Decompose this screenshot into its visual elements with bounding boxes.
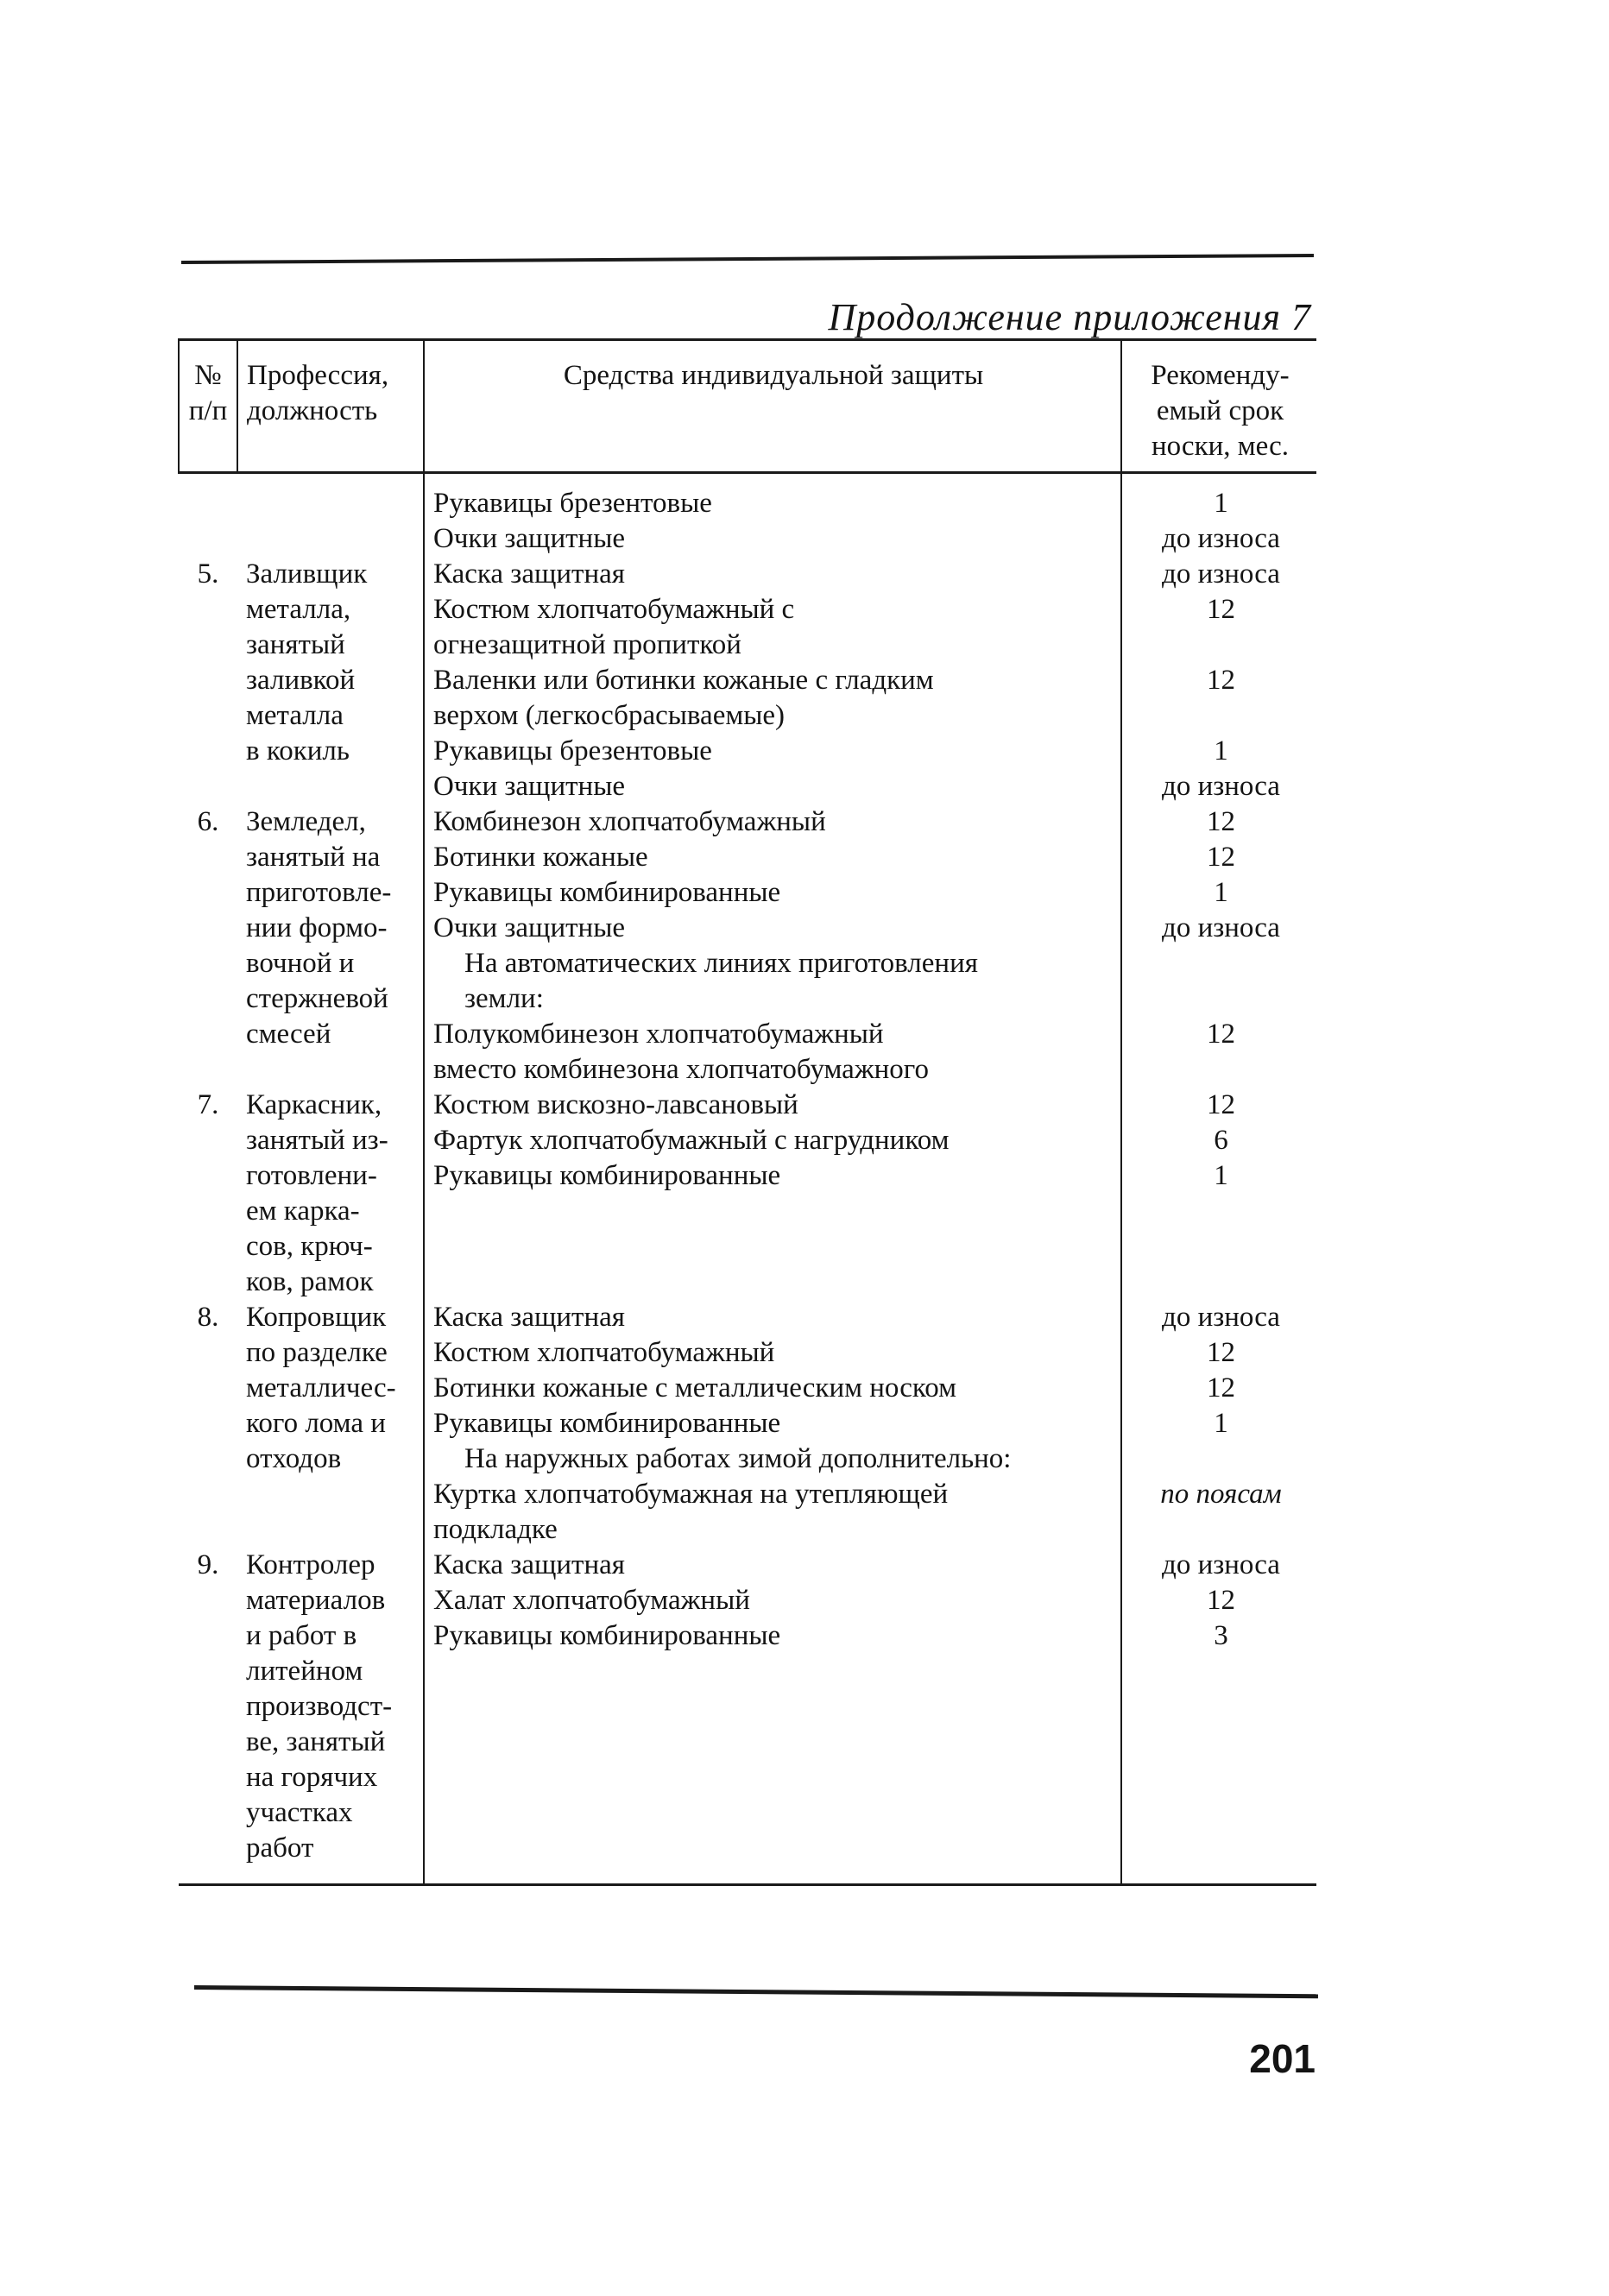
profession-cell-line: нии формо- (246, 912, 388, 943)
profession-cell-line: производст- (246, 1691, 393, 1722)
term-cell-line: 12 (1207, 806, 1235, 837)
term-cell-line: 12 (1207, 1089, 1235, 1120)
term-cell-line: 12 (1207, 1372, 1235, 1403)
profession-cell (237, 1548, 424, 1885)
profession-cell-line: металличес- (246, 1372, 396, 1403)
profession-cell-line: литейном (246, 1656, 363, 1687)
table-row (179, 557, 1316, 804)
ppe-cell-line: Рукавицы комбинированные (433, 1160, 781, 1191)
row-number: 8. (197, 1302, 219, 1333)
ppe-table (178, 338, 1316, 1886)
ppe-cell-line: Валенки или ботинки кожаные с гладким (433, 665, 934, 696)
profession-cell-line: вочной и (246, 948, 355, 979)
page-number: 201 (1249, 2036, 1316, 2081)
ppe-cell-line: Очки защитные (433, 771, 626, 802)
term-cell-line (1131, 981, 1311, 1017)
term-cell-line: 12 (1207, 1337, 1235, 1368)
ppe-cell-line: Рукавицы комбинированные (433, 1408, 781, 1439)
ppe-cell-line: Полукомбинезон хлопчатобумажный (433, 1019, 884, 1050)
profession-cell-line: занятый из- (246, 1125, 388, 1156)
ppe-cell-line: вместо комбинезона хлопчатобумажного (433, 1054, 930, 1085)
row-number: 5. (197, 558, 219, 590)
ppe-cell-line: Костюм вискозно-лавсановый (433, 1089, 798, 1120)
profession-cell-line: ве, занятый (246, 1726, 386, 1757)
term-cell-line: до износа (1162, 771, 1280, 802)
term-cell-line: 1 (1214, 1160, 1228, 1191)
row-number: 9. (179, 1548, 237, 1885)
ppe-cell-line: Фартук хлопчатобумажный с нагрудником (433, 1125, 950, 1156)
ppe-cell-line: Костюм хлопчатобумажный (433, 1337, 775, 1368)
column-header-number: № п/п (179, 340, 237, 473)
term-cell-line: до износа (1162, 1302, 1280, 1333)
term-cell-line: 12 (1207, 1585, 1235, 1616)
table-row (179, 1548, 1316, 1885)
profession-cell-line: Контролер (246, 1549, 375, 1580)
ppe-cell-line: На автоматических линиях приготовления (464, 948, 978, 979)
ppe-cell-line: Костюм хлопчатобумажный с (433, 594, 795, 625)
ppe-cell-line: Очки защитные (433, 523, 626, 554)
term-cell-line: по поясам (1160, 1479, 1282, 1510)
profession-cell-line: кого лома и (246, 1408, 386, 1439)
bottom-rule (194, 1985, 1318, 1998)
profession-cell-line: Копровщик (246, 1302, 387, 1333)
profession-cell-line: Земледел, (246, 806, 366, 837)
ppe-cell-line: Каска защитная (433, 1302, 625, 1333)
table-row (179, 1088, 1316, 1300)
profession-cell-line: заливкой (246, 665, 356, 696)
term-cell-line: 1 (1214, 877, 1228, 908)
profession-cell-line: занятый на (246, 842, 381, 873)
term-cell-line: 6 (1214, 1125, 1228, 1156)
continuation-heading: Продолжение приложения 7 (828, 296, 1311, 338)
term-cell-line: 3 (1214, 1620, 1228, 1651)
profession-cell-line: занятый (246, 629, 345, 660)
term-cell (1121, 473, 1316, 558)
column-header-term: Рекоменду- емый срок носки, мес. (1121, 340, 1316, 473)
profession-cell-line: Заливщик (246, 558, 368, 590)
profession-cell-line: материалов (246, 1585, 386, 1616)
term-cell-line: 12 (1207, 594, 1235, 625)
term-cell (1121, 1548, 1316, 1885)
term-cell-line (1131, 628, 1311, 663)
ppe-cell-line: Куртка хлопчатобумажная на утепляющей (433, 1479, 949, 1510)
ppe-cell (424, 1300, 1121, 1548)
profession-cell (237, 557, 424, 804)
ppe-cell-line: Ботинки кожаные с металлическим носком (433, 1372, 956, 1403)
ppe-cell-line: Ботинки кожаные (433, 842, 648, 873)
term-cell-line (1131, 1512, 1311, 1548)
profession-cell-line: приготовле- (246, 877, 392, 908)
row-number (179, 473, 237, 558)
ppe-cell-line: Очки защитные (433, 912, 626, 943)
ppe-cell (424, 804, 1121, 1088)
profession-cell-line: работ (246, 1832, 314, 1864)
ppe-cell (424, 557, 1121, 804)
ppe-cell-line: верхом (легкосбрасываемые) (433, 700, 786, 731)
profession-cell (237, 1300, 424, 1548)
profession-cell-line: металла, (246, 594, 351, 625)
table-row (179, 1300, 1316, 1548)
profession-cell-line: на горячих (246, 1762, 378, 1793)
profession-cell-line: и работ в (246, 1620, 357, 1651)
table-row (179, 804, 1316, 1088)
profession-cell-line: отходов (246, 1443, 342, 1474)
profession-cell (237, 473, 424, 558)
term-cell (1121, 804, 1316, 1088)
term-cell (1121, 557, 1316, 804)
top-rule (181, 254, 1314, 264)
term-cell-line: 12 (1207, 842, 1235, 873)
term-cell (1121, 1300, 1316, 1548)
table-header-row (179, 340, 1316, 473)
ppe-cell-line: Каска защитная (433, 558, 625, 590)
column-header-ppe: Средства индивидуальной защиты (424, 340, 1121, 473)
ppe-cell-line: На наружных работах зимой дополнительно: (464, 1443, 1012, 1474)
profession-cell (237, 804, 424, 1088)
column-header-profession: Профессия, должность (237, 340, 424, 473)
ppe-cell-line: Рукавицы комбинированные (433, 1620, 781, 1651)
ppe-cell-line: Халат хлопчатобумажный (433, 1585, 750, 1616)
profession-cell-line: сов, крюч- (246, 1231, 373, 1262)
row-number: 7. (197, 1089, 219, 1120)
ppe-cell-line: земли: (464, 983, 544, 1014)
term-cell-line: до износа (1162, 558, 1280, 590)
ppe-cell-line: огнезащитной пропиткой (433, 629, 741, 660)
term-cell-line: 1 (1214, 488, 1228, 519)
term-cell-line (1131, 1441, 1311, 1477)
profession-cell-line: стержневой (246, 983, 388, 1014)
term-cell-line: до износа (1162, 912, 1280, 943)
term-cell (1121, 1088, 1316, 1300)
profession-cell-line: смесей (246, 1019, 331, 1050)
ppe-cell-line: Рукавицы брезентовые (433, 735, 712, 766)
profession-cell-line: участках (246, 1797, 353, 1828)
profession-cell-line: готовлени- (246, 1160, 377, 1191)
term-cell-line: 12 (1207, 1019, 1235, 1050)
ppe-cell-line: Каска защитная (433, 1549, 625, 1580)
profession-cell-line: в кокиль (246, 735, 350, 766)
ppe-cell-line: Комбинезон хлопчатобумажный (433, 806, 826, 837)
ppe-cell (424, 1088, 1121, 1300)
ppe-cell (424, 473, 1121, 558)
term-cell-line: 1 (1214, 735, 1228, 766)
table-row (179, 473, 1316, 558)
profession-cell-line: металла (246, 700, 344, 731)
ppe-cell-line: подкладке (433, 1514, 558, 1545)
term-cell-line: до износа (1162, 1549, 1280, 1580)
term-cell-line: до износа (1162, 523, 1280, 554)
profession-cell-line: Каркасник, (246, 1089, 382, 1120)
ppe-cell-line: Рукавицы брезентовые (433, 488, 712, 519)
profession-cell-line: ем карка- (246, 1195, 360, 1227)
profession-cell (237, 1088, 424, 1300)
term-cell-line (1131, 946, 1311, 981)
ppe-table-body (179, 473, 1316, 1885)
row-number: 6. (197, 806, 219, 837)
term-cell-line: 1 (1214, 1408, 1228, 1439)
profession-cell-line: по разделке (246, 1337, 388, 1368)
term-cell-line (1131, 698, 1311, 734)
profession-cell-line: ков, рамок (246, 1266, 374, 1297)
term-cell-line: 12 (1207, 665, 1235, 696)
ppe-cell-line: Рукавицы комбинированные (433, 877, 781, 908)
ppe-cell (424, 1548, 1121, 1885)
term-cell-line (1131, 1052, 1311, 1088)
